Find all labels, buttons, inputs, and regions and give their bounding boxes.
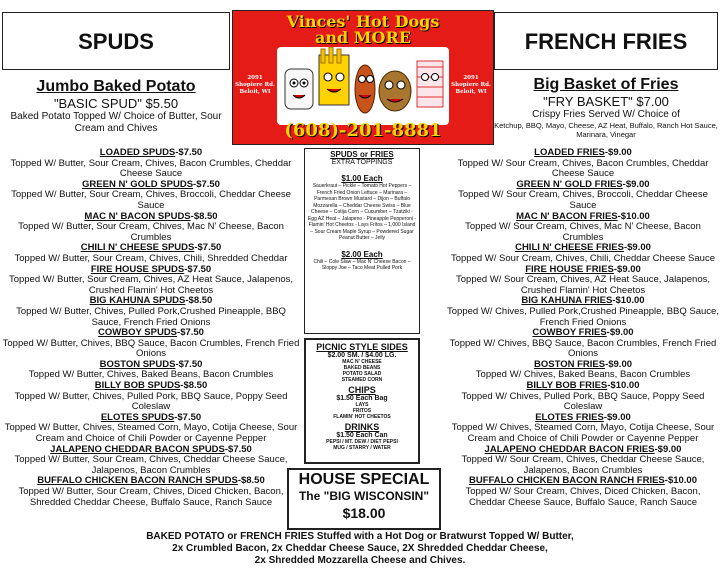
- fries-item: [446, 148, 720, 180]
- fries-header-box: [494, 12, 718, 70]
- fries-item-desc: Topped W/ Sour Cream, Chives, Diced Chicken, Bacon, Cheddar Cheese Sauce, Buffalo Sauce, Ranch Sauce: [465, 486, 701, 508]
- fries-item-desc: Topped W/ Chives, Steamed Corn, Mayo, Cotija Cheese, Sour Cream and Choice of Chili Powder or Cayenne Pepper: [451, 422, 715, 445]
- fries-item-name: BOSTON FRIES: [533, 358, 606, 370]
- toppings-title: SPUDS or FRIES: [330, 150, 394, 159]
- fries-item-price: -$9.00: [606, 327, 634, 339]
- side-item: STEAMED CORN: [341, 377, 383, 383]
- fries-item-price: -$10.00: [664, 475, 698, 487]
- fries-item: [446, 265, 720, 297]
- special-title: HOUSE SPECIAL: [298, 471, 430, 488]
- fries-item-desc: Topped W/ Chives, Pulled Pork,Crushed Pineapple, BBQ Sauce, French Fried Onions: [447, 305, 719, 328]
- fries-item-price: -$9.00: [613, 263, 641, 275]
- spuds-item-name: BILLY BOB SPUDS: [94, 380, 181, 392]
- fries-item-price: -$10.00: [617, 210, 650, 222]
- fries-item-name: ELOTES FRIES: [535, 411, 604, 423]
- spuds-list: [0, 148, 302, 508]
- footer-line-3: 2x Shredded Mozzarella Cheese and Chives.: [254, 555, 466, 566]
- spuds-item-desc: Topped W/ Butter, Sour Cream, Chives, Broccoli, Cheddar Cheese Sauce: [11, 189, 291, 211]
- spuds-item-price: -$7.50: [175, 358, 203, 370]
- spuds-item: [0, 265, 302, 297]
- spuds-item: [0, 296, 302, 328]
- fries-item-name: COWBOY FRIES: [532, 327, 607, 339]
- fries-item-name: GREEN N' GOLD FRIES: [516, 178, 623, 190]
- spuds-item: [0, 212, 302, 244]
- spuds-item-price: -$7.50: [194, 242, 222, 254]
- spuds-item-desc: Topped W/ Butter, Sour Cream, Chives, Bacon Crumbles, Cheddar Cheese Sauce: [10, 157, 292, 180]
- banner-title: [233, 14, 493, 46]
- spuds-item: [0, 413, 302, 445]
- spuds-item: [0, 445, 302, 477]
- chips-list: [306, 402, 418, 420]
- spuds-intro-subtitle: "BASIC SPUD" $5.50: [53, 96, 179, 111]
- fries-item-desc: Topped W/ Chives, Pulled Pork, BBQ Sauce, Poppy Seed Coleslaw: [461, 390, 705, 413]
- spuds-item-desc: Topped W/ Butter, Chives, Pulled Pork,Crushed Pineapple, BBQ Sauce, French Fried Onions: [16, 305, 286, 328]
- address-left: 2091 Shopiere Rd. Beloit, WI: [235, 75, 275, 95]
- fries-item-name: FIRE HOUSE FRIES: [525, 263, 614, 275]
- fries-item-desc: Topped W/ Sour Cream, Chives, AZ Heat Sauce, Jalapenos, Crushed Flamin' Hot Cheetos: [456, 274, 710, 296]
- fries-item: [446, 180, 720, 212]
- spuds-header-box: [2, 12, 230, 70]
- footer-line-2: 2x Crumbled Bacon, 2x Cheddar Cheese Sauce, 2X Shredded Cheddar Cheese,: [172, 543, 548, 554]
- sides-price: $2.00 SM. / $4.00 LG.: [327, 352, 397, 359]
- fries-intro-options: Ketchup, BBQ, Mayo, Cheese, AZ Heat, Buffalo, Ranch Hot Sauce, Marinara, Vinegar: [494, 121, 718, 139]
- extra-toppings-box: [304, 148, 420, 334]
- spuds-item-price: -$7.50: [184, 263, 212, 275]
- spuds-item-price: -$8.50: [237, 475, 265, 487]
- toppings-list-2: Chili – Cole Slaw – Mac N' Cheese Bacon – Sloppy Joe – Taco Meat Pulled Pork: [313, 258, 411, 271]
- spuds-item-desc: Topped W/ Butter, Chives, BBQ Sauce, Bacon Crumbles, French Fried Onions: [2, 337, 300, 360]
- fries-intro-title: Big Basket of Fries: [533, 76, 679, 93]
- chips-price: $1.50 Each Bag: [336, 395, 388, 402]
- chips-title: CHIPS: [348, 385, 376, 395]
- spuds-intro: [2, 78, 230, 135]
- side-item: POTATO SALAD: [342, 371, 382, 377]
- chip-item: LAYS: [355, 402, 369, 408]
- fries-item-price: -$9.00: [603, 411, 631, 423]
- spuds-item-price: -$7.50: [175, 147, 203, 158]
- spuds-item-name: FIRE HOUSE SPUDS: [90, 263, 185, 275]
- fries-list: [446, 148, 720, 508]
- fries-item-price: -$9.00: [623, 242, 651, 254]
- picnic-sides-box: [304, 338, 420, 464]
- chip-item: FLAMIN' HOT CHEETOS: [333, 414, 391, 420]
- fries-item-desc: Topped W/ Sour Cream, Chives, Chili, Cheddar Cheese Sauce: [450, 252, 715, 264]
- spuds-item-name: ELOTES SPUDS: [100, 411, 175, 423]
- toppings-price-2: $2.00 Each: [341, 249, 383, 259]
- fries-item: [446, 296, 720, 328]
- spuds-item: [0, 180, 302, 212]
- address-right: 2091 Shopiere Rd. Beloit, WI: [451, 75, 491, 95]
- side-item: MAC N' CHEESE: [342, 359, 382, 365]
- fries-item-desc: Topped W/ Chives, BBQ Sauce, Bacon Crumbles, French Fried Onions: [449, 337, 717, 360]
- spuds-item: [0, 476, 302, 508]
- toppings-list-1: Sauerkraut – Pickle – Tomato Hot Peppers – French Fried Onion Lettuce – Marinara – Parmesan Brown Mustard – Dijon – Buffalo Mozzarella – Cheddar Cheese Swiss – Blue Cheese – Cotija Corn – Cucumber – Tzatziki - Egg AZ Heat – Jalapeno - Pineapple Pepperoni - Flamin' Hot Cheetos - Lays Fritos – 1,000 Island – Sour Cream Maple Syrup – Powdered Sugar Peanut Butter – Jelly: [307, 183, 417, 241]
- spuds-item-price: -$7.50: [193, 178, 220, 190]
- fries-item-title: [446, 148, 720, 159]
- house-special-box: [287, 468, 441, 530]
- spuds-item-name: MAC N' BACON SPUDS: [84, 210, 191, 222]
- fries-item-name: LOADED FRIES: [534, 147, 605, 158]
- sides-list: [306, 359, 418, 383]
- fries-intro-subtitle: "FRY BASKET" $7.00: [543, 94, 669, 109]
- fries-intro: [494, 76, 718, 139]
- fries-item-desc: Topped W/ Sour Cream, Chives, Cheddar Cheese Sauce, Jalapenos, Bacon Crumbles: [461, 454, 705, 476]
- fries-item-price: -$10.00: [612, 295, 645, 307]
- special-name: The "BIG WISCONSIN": [298, 489, 430, 503]
- fries-item-price: -$10.00: [607, 380, 640, 392]
- spuds-item-desc: Topped W/ Butter, Chives, Baked Beans, Bacon Crumbles: [28, 369, 274, 381]
- spuds-item-desc: Topped W/ Butter, Sour Cream, Chives, AZ Heat Sauce, Jalapenos, Crushed Flamin' Hot Cheetos: [8, 274, 294, 296]
- spuds-item-name: BIG KAHUNA SPUDS: [89, 295, 186, 307]
- fries-item-name: JALAPENO CHEDDAR BACON FRIES: [484, 443, 655, 455]
- spuds-item-name: JALAPENO CHEDDAR BACON SPUDS: [50, 443, 225, 455]
- spuds-item-desc: Topped W/ Butter, Sour Cream, Chives, Cheddar Cheese Sauce, Jalapenos, Bacon Crumbles: [14, 454, 288, 476]
- spuds-item: [0, 360, 302, 381]
- mascots-image: [277, 47, 449, 125]
- fries-item-name: BILLY BOB FRIES: [526, 380, 608, 392]
- fries-item: [446, 360, 720, 381]
- drinks-list: [306, 439, 418, 451]
- banner-title-line1: Vinces' Hot Dogs: [286, 12, 440, 31]
- spuds-item-title: [0, 148, 302, 159]
- spuds-item: [0, 148, 302, 180]
- special-price: $18.00: [342, 505, 386, 521]
- banner-title-line2: and MORE: [315, 28, 411, 47]
- spuds-intro-desc: Baked Potato Topped W/ Choice of Butter, Sour Cream and Chives: [10, 111, 222, 134]
- fries-item-name: BUFFALO CHICKEN BACON RANCH FRIES: [468, 475, 665, 487]
- fries-item: [446, 328, 720, 360]
- drink-item: MUG / STARRY / WATER: [333, 445, 391, 451]
- fries-item-price: -$9.00: [604, 147, 632, 158]
- fries-item-price: -$9.00: [605, 358, 633, 370]
- spuds-item-price: -$7.50: [177, 327, 204, 339]
- chip-item: FRITOS: [352, 408, 372, 414]
- spuds-item-name: BOSTON SPUDS: [99, 358, 176, 370]
- drinks-price: $1.50 Each Can: [336, 432, 388, 439]
- fries-item-desc: Topped W/ Chives, Baked Beans, Bacon Crumbles: [475, 369, 691, 381]
- footer-line-1: BAKED POTATO or FRENCH FRIES Stuffed with a Hot Dog or Bratwurst Topped W/ Butter,: [146, 531, 574, 542]
- spuds-item-price: -$7.50: [174, 411, 202, 423]
- drinks-title: DRINKS: [344, 422, 380, 432]
- spuds-item-desc: Topped W/ Butter, Sour Cream, Chives, Diced Chicken, Bacon, Shredded Cheddar Cheese, Buffalo Sauce, Ranch Sauce: [18, 486, 284, 508]
- fries-item: [446, 413, 720, 445]
- fries-item: [446, 381, 720, 413]
- spuds-intro-title: Jumbo Baked Potato: [36, 78, 196, 95]
- spuds-item-price: -$8.50: [185, 295, 213, 307]
- spuds-item-name: GREEN N' GOLD SPUDS: [82, 178, 194, 190]
- spuds-item: [0, 328, 302, 360]
- spuds-item-name: LOADED SPUDS: [99, 147, 176, 158]
- fries-item-name: BIG KAHUNA FRIES: [521, 295, 613, 307]
- spuds-item-price: -$8.50: [190, 210, 218, 222]
- fries-item: [446, 476, 720, 508]
- fries-item: [446, 212, 720, 244]
- fries-item-price: -$9.00: [654, 443, 682, 455]
- fries-item: [446, 445, 720, 477]
- fries-item-desc: Topped W/ Sour Cream, Chives, Bacon Crumbles, Cheddar Cheese Sauce: [457, 157, 709, 180]
- spuds-item-price: -$8.50: [180, 380, 208, 392]
- spuds-item: [0, 243, 302, 264]
- fries-item-desc: Topped W/ Sour Cream, Chives, Broccoli, Cheddar Cheese Sauce: [458, 189, 708, 211]
- special-description: [40, 531, 680, 567]
- fries-item-name: CHILI N' CHEESE FRIES: [515, 242, 624, 254]
- drink-item: PEPSI / MT. DEW / DIET PEPSI: [326, 439, 398, 445]
- spuds-item-name: COWBOY SPUDS: [98, 327, 178, 339]
- spuds-item-desc: Topped W/ Butter, Sour Cream, Chives, Mac N' Cheese, Bacon Crumbles: [18, 221, 284, 243]
- fries-item-price: -$9.00: [622, 178, 650, 190]
- spuds-item-desc: Topped W/ Butter, Sour Cream, Chives, Chili, Shredded Cheddar: [14, 252, 288, 264]
- spuds-item-name: BUFFALO CHICKEN BACON RANCH SPUDS: [37, 475, 238, 487]
- toppings-subtitle: EXTRA TOPPINGS: [331, 159, 393, 166]
- spuds-item-desc: Topped W/ Butter, Chives, Pulled Pork, BBQ Sauce, Poppy Seed Coleslaw: [14, 390, 288, 413]
- sides-title: PICNIC STYLE SIDES: [316, 342, 408, 352]
- fries-header: FRENCH FRIES: [524, 29, 688, 54]
- fries-intro-desc: Crispy Fries Served W/ Choice of: [532, 109, 680, 120]
- spuds-item-desc: Topped W/ Butter, Chives, Steamed Corn, Mayo, Cotija Cheese, Sour Cream and Choice of Chili Powder or Cayenne Pepper: [4, 422, 298, 445]
- phone-number: (608)-201-8881: [284, 120, 442, 141]
- side-item: BAKED BEANS: [343, 365, 381, 371]
- spuds-header: SPUDS: [78, 29, 154, 54]
- spuds-item: [0, 381, 302, 413]
- banner: [232, 10, 494, 145]
- fries-item-name: MAC N' BACON FRIES: [516, 210, 618, 222]
- spuds-item-price: -$7.50: [224, 443, 252, 455]
- fries-item: [446, 243, 720, 264]
- spuds-item-name: CHILI N' CHEESE SPUDS: [80, 242, 195, 254]
- fries-item-desc: Topped W/ Sour Cream, Chives, Mac N' Cheese, Bacon Crumbles: [465, 221, 701, 243]
- toppings-price-1: $1.00 Each: [341, 174, 383, 183]
